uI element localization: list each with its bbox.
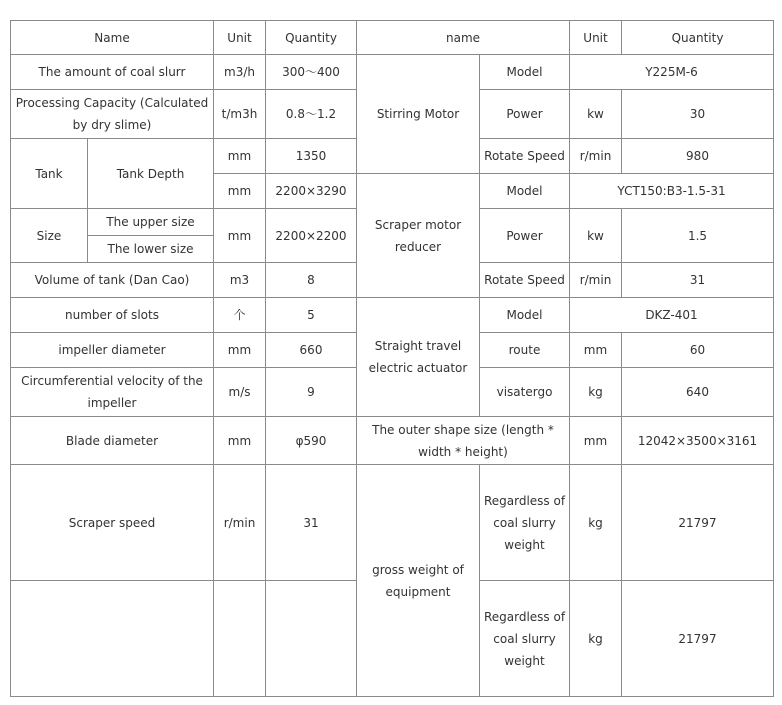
cell-tank-depth-qty: 1350 xyxy=(266,139,357,174)
cell-stirring-speed-unit: r/min xyxy=(570,139,622,174)
cell-reducer-speed-label: Rotate Speed xyxy=(480,263,570,298)
cell-scraper-speed-qty: 31 xyxy=(266,465,357,581)
table-row xyxy=(11,298,774,333)
cell-impeller-velocity-qty: 9 xyxy=(266,368,357,417)
cell-empty xyxy=(11,581,214,697)
cell-stirring-power-label: Power xyxy=(480,90,570,139)
cell-size-upper: The upper size xyxy=(88,209,214,236)
cell-reducer-speed-unit: r/min xyxy=(570,263,622,298)
cell-impeller-diameter-name: impeller diameter xyxy=(11,333,214,368)
cell-actuator-route-qty: 60 xyxy=(622,333,774,368)
cell-gross-weight: gross weight of equipment xyxy=(357,465,480,697)
cell-volume-unit: m3 xyxy=(214,263,266,298)
cell-reducer-model-qty: YCT150:B3-1.5-31 xyxy=(570,174,774,209)
cell-reducer-power-label: Power xyxy=(480,209,570,263)
cell-size-label: Size xyxy=(11,209,88,263)
cell-scraper-speed-name: Scraper speed xyxy=(11,465,214,581)
cell-tank-extra-qty: 2200×3290 xyxy=(266,174,357,209)
cell-stirring-speed-qty: 980 xyxy=(622,139,774,174)
cell-coal-slurry-unit: m3/h xyxy=(214,55,266,90)
cell-scraper-reducer: Scraper motor reducer xyxy=(357,174,480,298)
cell-actuator-model-label: Model xyxy=(480,298,570,333)
cell-empty xyxy=(266,581,357,697)
header-unit-right: Unit xyxy=(570,21,622,55)
cell-blade-name: Blade diameter xyxy=(11,417,214,465)
cell-stirring-model-qty: Y225M-6 xyxy=(570,55,774,90)
cell-coal-slurry-qty: 300～400 xyxy=(266,55,357,90)
cell-blade-qty: φ590 xyxy=(266,417,357,465)
cell-impeller-velocity-name: Circumferential velocity of the impeller xyxy=(11,368,214,417)
cell-slots-name: number of slots xyxy=(11,298,214,333)
cell-slots-unit: 个 xyxy=(214,298,266,333)
specification-table xyxy=(10,20,774,697)
cell-empty xyxy=(214,581,266,697)
cell-actuator: Straight travel electric actuator xyxy=(357,298,480,417)
cell-scraper-speed-unit: r/min xyxy=(214,465,266,581)
cell-tank-depth-unit: mm xyxy=(214,139,266,174)
cell-actuator-weight-label: visatergo xyxy=(480,368,570,417)
cell-blade-unit: mm xyxy=(214,417,266,465)
cell-volume-qty: 8 xyxy=(266,263,357,298)
cell-gross-row1-label: Regardless of coal slurry weight xyxy=(480,465,570,581)
header-row xyxy=(11,21,774,55)
cell-size-unit: mm xyxy=(214,209,266,263)
cell-gross-row1-qty: 21797 xyxy=(622,465,774,581)
cell-tank-depth-label: Tank Depth xyxy=(88,139,214,209)
header-name-right: name xyxy=(357,21,570,55)
cell-outer-size-name: The outer shape size (length * width * height) xyxy=(357,417,570,465)
cell-stirring-motor: Stirring Motor xyxy=(357,55,480,174)
header-name: Name xyxy=(11,21,214,55)
header-quantity-right: Quantity xyxy=(622,21,774,55)
cell-gross-row2-qty: 21797 xyxy=(622,581,774,697)
cell-stirring-power-qty: 30 xyxy=(622,90,774,139)
cell-size-qty: 2200×2200 xyxy=(266,209,357,263)
table-row xyxy=(11,55,774,90)
cell-impeller-diameter-qty: 660 xyxy=(266,333,357,368)
cell-actuator-weight-unit: kg xyxy=(570,368,622,417)
cell-capacity-unit: t/m3h xyxy=(214,90,266,139)
cell-reducer-power-unit: kw xyxy=(570,209,622,263)
cell-stirring-power-unit: kw xyxy=(570,90,622,139)
cell-size-lower: The lower size xyxy=(88,236,214,263)
cell-outer-size-unit: mm xyxy=(570,417,622,465)
table-row xyxy=(11,465,774,581)
cell-impeller-velocity-unit: m/s xyxy=(214,368,266,417)
cell-tank-extra-unit: mm xyxy=(214,174,266,209)
cell-gross-row2-unit: kg xyxy=(570,581,622,697)
header-unit: Unit xyxy=(214,21,266,55)
cell-reducer-power-qty: 1.5 xyxy=(622,209,774,263)
cell-stirring-model-label: Model xyxy=(480,55,570,90)
cell-actuator-route-label: route xyxy=(480,333,570,368)
cell-actuator-weight-qty: 640 xyxy=(622,368,774,417)
table-row xyxy=(11,417,774,465)
cell-actuator-route-unit: mm xyxy=(570,333,622,368)
cell-capacity-qty: 0.8～1.2 xyxy=(266,90,357,139)
cell-coal-slurry-name: The amount of coal slurr xyxy=(11,55,214,90)
cell-outer-size-qty: 12042×3500×3161 xyxy=(622,417,774,465)
cell-actuator-model-qty: DKZ-401 xyxy=(570,298,774,333)
cell-slots-qty: 5 xyxy=(266,298,357,333)
header-quantity: Quantity xyxy=(266,21,357,55)
cell-volume-name: Volume of tank (Dan Cao) xyxy=(11,263,214,298)
cell-gross-row2-label: Regardless of coal slurry weight xyxy=(480,581,570,697)
cell-tank-label: Tank xyxy=(11,139,88,209)
cell-reducer-model-label: Model xyxy=(480,174,570,209)
cell-reducer-speed-qty: 31 xyxy=(622,263,774,298)
cell-stirring-speed-label: Rotate Speed xyxy=(480,139,570,174)
cell-impeller-diameter-unit: mm xyxy=(214,333,266,368)
cell-capacity-name: Processing Capacity (Calculated by dry slime) xyxy=(11,90,214,139)
cell-gross-row1-unit: kg xyxy=(570,465,622,581)
